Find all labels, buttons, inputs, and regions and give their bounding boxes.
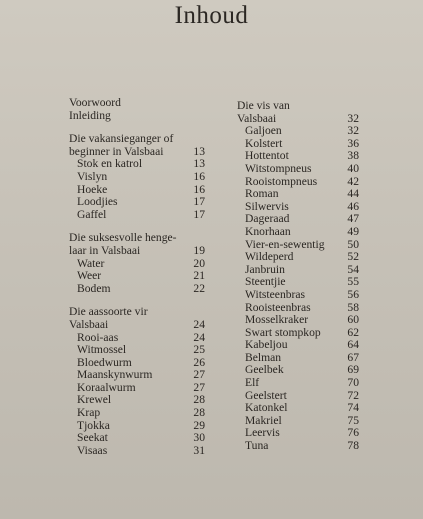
toc-entry-text: Elf [245,376,260,390]
toc-entry-text: Weer [77,269,102,283]
toc-page-number: 24 [193,317,205,331]
toc-page-number: 38 [347,149,359,163]
toc-section-heading [69,133,205,146]
toc-page-number: 30 [193,431,205,445]
toc-entry-text: Inleiding [69,108,111,122]
toc-entry [69,196,205,209]
toc-page-number: 72 [347,388,359,402]
toc-entry-text: Witstompneus [245,161,312,175]
toc-page-number: 17 [193,195,205,209]
toc-entry-text: Bodem [77,281,111,295]
toc-page-number: 52 [347,250,359,264]
toc-entry-text: Stok en katrol [77,157,143,171]
toc-entry-text: Rooisteenbras [245,300,311,314]
toc-entry [237,314,359,327]
toc-page-number: 27 [193,380,205,394]
toc-page-number: 58 [347,300,359,314]
toc-page-number: 44 [347,187,359,201]
toc-entry-text: Vislyn [77,169,108,183]
toc-entry [237,289,359,302]
toc-left-column [69,97,205,457]
toc-entry [237,377,359,390]
toc-entry [69,97,205,110]
toc-entry [69,209,205,222]
toc-entry [237,251,359,264]
toc-entry-text: Steentjie [245,275,286,289]
toc-page-number: 50 [347,237,359,251]
toc-page-number: 28 [193,393,205,407]
toc-entry-text: Kolstert [245,136,283,150]
toc-entry-text: Seekat [77,431,108,445]
toc-page-number: 27 [193,368,205,382]
toc-page-number: 78 [347,439,359,453]
toc-entry-text: Wildeperd [245,250,294,264]
toc-page-number: 54 [347,262,359,276]
toc-entry [69,432,205,445]
toc-page-number: 36 [347,136,359,150]
toc-page-number: 42 [347,174,359,188]
toc-entry-text: Witmossel [77,343,127,357]
toc-entry-text: Tjokka [77,418,110,432]
toc-section-heading [69,319,205,332]
toc-entry-text: Loodjies [77,195,118,209]
toc-entry-text: Geelbek [245,363,284,377]
toc-section-heading [237,100,359,113]
toc-entry-text: Janbruin [245,262,285,276]
toc-entry-text: Silwervis [245,199,289,213]
toc-page-number: 62 [347,325,359,339]
toc-entry-text: Bloedwurm [77,355,132,369]
toc-section-heading [69,245,205,258]
toc-page-number: 24 [193,330,205,344]
toc-page-number: 16 [193,182,205,196]
toc-heading-text: beginner in Valsbaai [69,144,164,158]
toc-entry-text: Katonkel [245,401,288,415]
toc-entry-text: Krap [77,406,101,420]
toc-page-number: 47 [347,212,359,226]
toc-entry-text: Maanskynwurm [77,368,153,382]
toc-right-column [237,100,359,453]
toc-heading-text: laar in Valsbaai [69,243,141,257]
toc-page-number: 22 [193,281,205,295]
toc-entry-text: Kabeljou [245,338,288,352]
toc-page-number: 69 [347,363,359,377]
toc-entry-text: Knorhaan [245,224,291,238]
toc-entry-text: Galjoen [245,124,282,138]
toc-entry [69,407,205,420]
toc-entry-text: Swart stompkop [245,325,321,339]
toc-entry-text: Koraalwurm [77,380,136,394]
toc-page-number: 28 [193,406,205,420]
toc-entry [237,226,359,239]
toc-entry-text: Witsteenbras [245,287,306,301]
toc-entry-text: Geelstert [245,388,287,402]
toc-page-number: 76 [347,426,359,440]
toc-page-number: 32 [347,111,359,125]
toc-page-number: 13 [193,157,205,171]
toc-entry [237,163,359,176]
toc-page-number: 29 [193,418,205,432]
toc-page-number: 19 [193,243,205,257]
toc-heading-text: Valsbaai [69,317,109,331]
toc-entry [237,402,359,415]
toc-page-number: 40 [347,161,359,175]
toc-entry-text: Krewel [77,393,112,407]
toc-entry [237,440,359,453]
toc-page-number: 17 [193,207,205,221]
toc-entry-text: Rooistompneus [245,174,318,188]
toc-entry [69,171,205,184]
toc-entry-text: Mosselkraker [245,313,309,327]
toc-page-number: 16 [193,169,205,183]
toc-heading-text: Die aassoorte vir [69,305,148,319]
toc-page-number: 75 [347,413,359,427]
toc-heading-text: Die vakansieganger of [69,132,174,146]
toc-entry [237,339,359,352]
toc-page-number: 64 [347,338,359,352]
toc-entry-text: Hottentot [245,149,289,163]
toc-entry [69,344,205,357]
toc-heading-text: Die suksesvolle henge- [69,231,177,245]
toc-entry-text: Voorwoord [69,96,121,109]
toc-page-number: 32 [347,124,359,138]
toc-page-number: 70 [347,376,359,390]
toc-page-number: 20 [193,256,205,270]
toc-page-number: 21 [193,269,205,283]
toc-heading-text: Die vis van [237,99,290,112]
toc-entry-text: Vier-en-sewentig [245,237,325,251]
toc-page-number: 25 [193,343,205,357]
toc-entry [69,445,205,458]
toc-entry-text: Makriel [245,413,282,427]
toc-page-number: 26 [193,355,205,369]
toc-entry-text: Leervis [245,426,280,440]
toc-entry-text: Visaas [77,443,108,457]
toc-page-number: 55 [347,275,359,289]
toc-entry [69,270,205,283]
toc-entry-text: Dageraad [245,212,290,226]
toc-entry-text: Water [77,256,105,270]
toc-page-number: 56 [347,287,359,301]
toc-page-number: 31 [193,443,205,457]
toc-entry-text: Roman [245,187,279,201]
toc-page-number: 74 [347,401,359,415]
toc-page-number: 60 [347,313,359,327]
toc-entry-text: Rooi-aas [77,330,119,344]
toc-page-number: 49 [347,224,359,238]
toc-entry [237,188,359,201]
toc-page-number: 46 [347,199,359,213]
toc-heading-text: Valsbaai [237,111,277,125]
toc-entry [237,125,359,138]
page-title: Inhoud [174,2,249,29]
toc-entry-text: Gaffel [77,207,107,221]
toc-entry-text: Hoeke [77,182,108,196]
toc-entry-text: Belman [245,350,282,364]
toc-entry [69,110,205,123]
toc-entry-text: Tuna [245,439,269,453]
toc-page-number: 67 [347,350,359,364]
toc-entry [69,369,205,382]
toc-page-number: 13 [193,144,205,158]
toc-entry [69,283,205,296]
